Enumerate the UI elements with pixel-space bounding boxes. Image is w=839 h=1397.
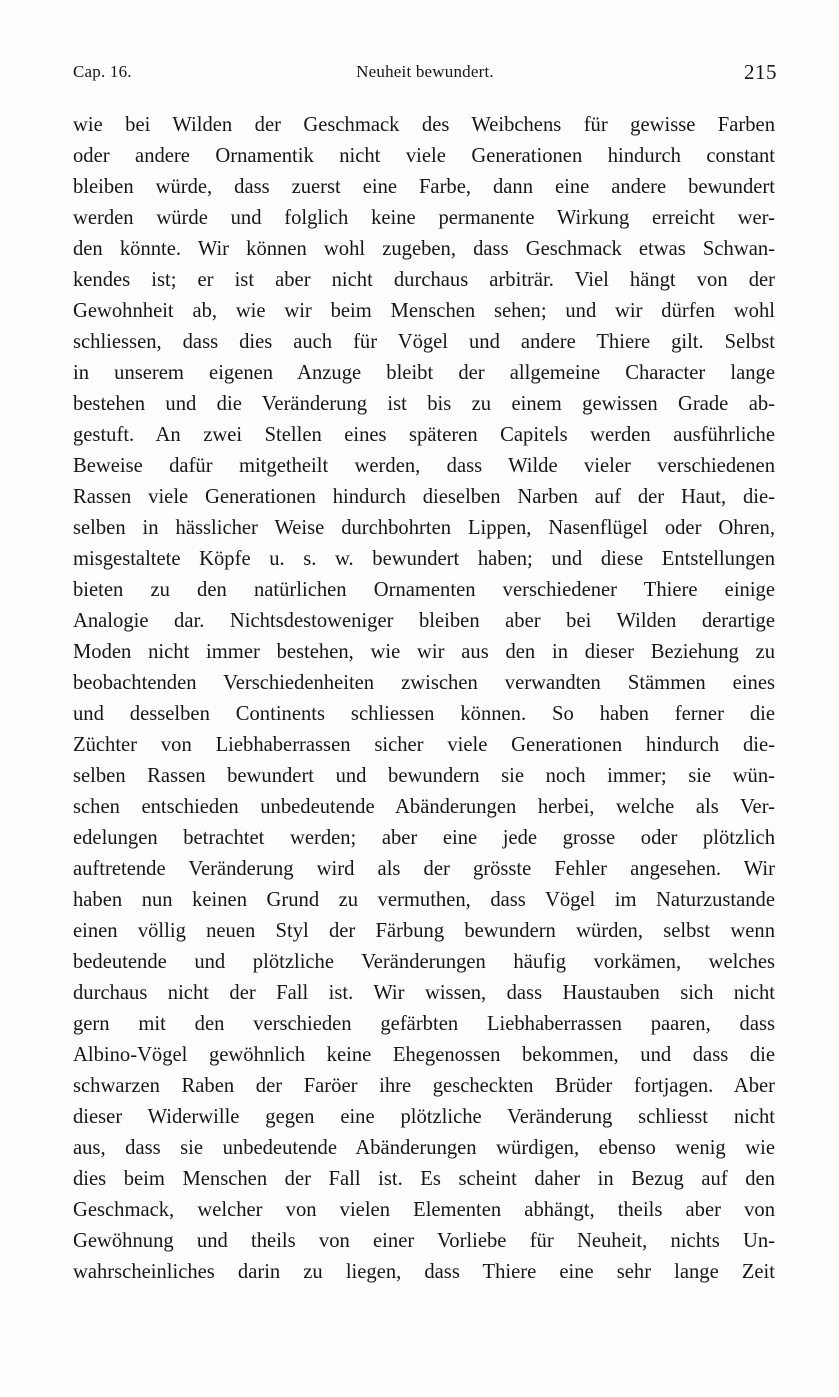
running-title: Neuheit bewundert.	[356, 62, 494, 81]
text-line: dieser Widerwille gegen eine plötzliche Veränderung schliesst nicht	[73, 1106, 775, 1128]
text-line: gern mit den verschieden gefärbten Liebhaberrassen paaren, dass	[73, 1013, 775, 1035]
text-line: kendes ist; er ist aber nicht durchaus arbiträr. Viel hängt von der	[73, 269, 775, 291]
text-line: und desselben Continents schliessen können. So haben ferner die	[73, 703, 775, 725]
text-line: Gewohnheit ab, wie wir beim Menschen sehen; und wir dürfen wohl	[73, 300, 775, 322]
text-line: schwarzen Raben der Faröer ihre gescheckten Brüder fortjagen. Aber	[73, 1075, 775, 1097]
text-line: Züchter von Liebhaberrassen sicher viele Generationen hindurch die-	[73, 734, 775, 756]
body-text	[73, 110, 775, 1288]
text-line: bedeutende und plötzliche Veränderungen häufig vorkämen, welches	[73, 951, 775, 973]
text-line: wahrscheinliches darin zu liegen, dass Thiere eine sehr lange Zeit	[73, 1261, 775, 1283]
text-line: bestehen und die Veränderung ist bis zu einem gewissen Grade ab-	[73, 393, 775, 415]
text-line: bieten zu den natürlichen Ornamenten verschiedener Thiere einige	[73, 579, 775, 601]
text-line: beobachtenden Verschiedenheiten zwischen verwandten Stämmen eines	[73, 672, 775, 694]
text-line: gestuft. An zwei Stellen eines späteren Capitels werden ausführliche	[73, 424, 775, 446]
text-line: Analogie dar. Nichtsdestoweniger bleiben aber bei Wilden derartige	[73, 610, 775, 632]
text-line: selben Rassen bewundert und bewundern sie noch immer; sie wün-	[73, 765, 775, 787]
text-line: auftretende Veränderung wird als der grösste Fehler angesehen. Wir	[73, 858, 775, 880]
text-line: den könnte. Wir können wohl zugeben, dass Geschmack etwas Schwan-	[73, 238, 775, 260]
text-line: Beweise dafür mitgetheilt werden, dass Wilde vieler verschiedenen	[73, 455, 775, 477]
text-line: Moden nicht immer bestehen, wie wir aus den in dieser Beziehung zu	[73, 641, 775, 663]
text-line: haben nun keinen Grund zu vermuthen, dass Vögel im Naturzustande	[73, 889, 775, 911]
text-line: werden würde und folglich keine permanente Wirkung erreicht wer-	[73, 207, 775, 229]
text-line: edelungen betrachtet werden; aber eine jede grosse oder plötzlich	[73, 827, 775, 849]
page-number: 215	[744, 60, 777, 84]
text-line: Geschmack, welcher von vielen Elementen abhängt, theils aber von	[73, 1199, 775, 1221]
text-line: misgestaltete Köpfe u. s. w. bewundert haben; und diese Entstellungen	[73, 548, 775, 570]
text-line: dies beim Menschen der Fall ist. Es scheint daher in Bezug auf den	[73, 1168, 775, 1190]
text-line: oder andere Ornamentik nicht viele Generationen hindurch constant	[73, 145, 775, 167]
running-head	[73, 60, 777, 90]
text-line: durchaus nicht der Fall ist. Wir wissen, dass Haustauben sich nicht	[73, 982, 775, 1004]
text-line: einen völlig neuen Styl der Färbung bewundern würden, selbst wenn	[73, 920, 775, 942]
text-line: bleiben würde, dass zuerst eine Farbe, dann eine andere bewundert	[73, 176, 775, 198]
text-line: wie bei Wilden der Geschmack des Weibchens für gewisse Farben	[73, 114, 775, 136]
text-line: aus, dass sie unbedeutende Abänderungen würdigen, ebenso wenig wie	[73, 1137, 775, 1159]
text-line: Albino-Vögel gewöhnlich keine Ehegenossen bekommen, und dass die	[73, 1044, 775, 1066]
text-line: Rassen viele Generationen hindurch dieselben Narben auf der Haut, die-	[73, 486, 775, 508]
text-line: selben in hässlicher Weise durchbohrten Lippen, Nasenflügel oder Ohren,	[73, 517, 775, 539]
text-line: Gewöhnung und theils von einer Vorliebe für Neuheit, nichts Un-	[73, 1230, 775, 1252]
text-line: schen entschieden unbedeutende Abänderungen herbei, welche als Ver-	[73, 796, 775, 818]
text-line: schliessen, dass dies auch für Vögel und andere Thiere gilt. Selbst	[73, 331, 775, 353]
text-line: in unserem eigenen Anzuge bleibt der allgemeine Character lange	[73, 362, 775, 384]
chapter-label: Cap. 16.	[73, 62, 132, 81]
